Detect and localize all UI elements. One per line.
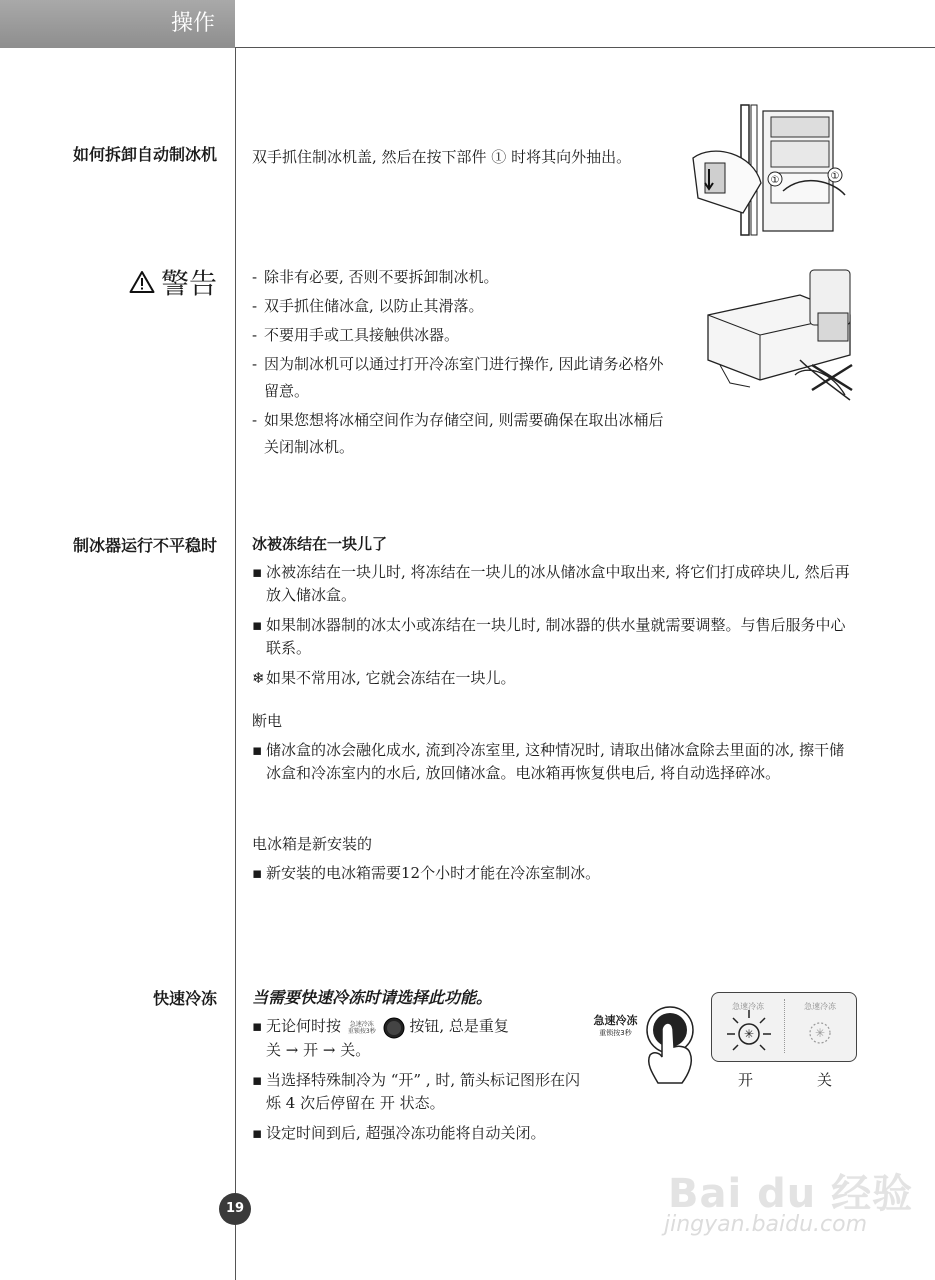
section-header-tab: 操作 <box>0 0 235 48</box>
subheading-ice-clumped: 冰被冻结在一块儿了 <box>252 535 388 553</box>
new-install-list <box>252 862 857 892</box>
watermark-url: jingyan.baidu.com <box>664 1212 868 1237</box>
panel-state-off: 关 <box>817 1071 833 1089</box>
fig-callout-1: ① <box>770 175 780 186</box>
page-number: 19 <box>219 1193 251 1225</box>
snowflake-on-icon <box>724 1007 774 1057</box>
list-item: ▪ 当选择特殊制冷为 “开” , 时, 箭头标记图形在闪烁 4 次后停留在 开 状态。 <box>252 1070 580 1112</box>
list-item: - 除非有必要, 否则不要拆卸制冰机。 <box>252 268 499 286</box>
section-title-remove-icemaker: 如何拆卸自动制冰机 <box>72 145 217 164</box>
power-outage-list <box>252 739 857 792</box>
fig-callout-2: ① <box>830 171 840 182</box>
warning-label: 警告 <box>160 267 217 300</box>
warning-title <box>129 262 217 302</box>
subheading-power-outage: 断电 <box>252 712 283 730</box>
list-item: ▪ 冰被冻结在一块儿时, 将冻结在一块儿的冰从储冰盒中取出来, 将它们打成碎块儿, 然后再放入储冰盒。 <box>252 563 850 604</box>
ice-clumped-list <box>252 561 857 697</box>
watermark-logo: Bai du 经验 <box>668 1171 914 1217</box>
svg-text:✳: ✳ <box>743 1027 755 1041</box>
round-button-icon <box>383 1017 405 1039</box>
warning-list <box>252 264 677 463</box>
quick-freeze-intro: 当需要快速冷冻时请选择此功能。 <box>252 988 493 1007</box>
list-item: ▪ 新安装的电冰箱需要12个小时才能在冷冻室制冰。 <box>252 864 601 882</box>
list-item: - 不要用手或工具接触供冰器。 <box>252 326 460 344</box>
section-title-icemaker-issues: 制冰器运行不平稳时 <box>72 536 217 555</box>
list-item: ▪ 如果制冰器制的冰太小或冻结在一块儿时, 制冰器的供水量就需要调整。与售后服务中心联系。 <box>252 616 846 657</box>
panel-divider <box>784 999 785 1053</box>
section-title-quick-freeze: 快速冷冻 <box>152 989 217 1008</box>
vertical-divider <box>235 48 236 1280</box>
fig-button-caption: 急速冷冻 重锁按3秒 <box>593 1014 638 1037</box>
list-item: ▪ 设定时间到后, 超强冷冻功能将自动关闭。 <box>252 1123 546 1142</box>
remove-icemaker-text: 双手抓住制冰机盖, 然后在按下部件 ① 时将其向外抽出。 <box>252 148 632 166</box>
panel-label-on: 急速冷冻 <box>732 1002 764 1011</box>
quick-freeze-button-inline: 急速冷冻 重锁按3秒 <box>346 1016 405 1039</box>
header-divider <box>235 47 935 48</box>
display-panel-illustration <box>711 992 857 1062</box>
list-item: ❄ 如果不常用冰, 它就会冻结在一块儿。 <box>252 669 516 687</box>
quick-freeze-list <box>252 1015 592 1152</box>
ice-dispenser-warning-illustration <box>700 265 860 415</box>
svg-text:✳: ✳ <box>814 1026 826 1040</box>
list-item: - 因为制冰机可以通过打开冷冻室门进行操作, 因此请务必格外留意。 <box>252 355 664 400</box>
list-item: - 双手抓住储冰盒, 以防止其滑落。 <box>252 297 484 315</box>
list-item: - 如果您想将冰桶空间作为存储空间, 则需要确保在取出冰桶后关闭制冰机。 <box>252 411 664 456</box>
snowflake-off-icon <box>800 1011 840 1051</box>
icemaker-removal-illustration <box>683 103 848 238</box>
panel-state-on: 开 <box>738 1071 754 1089</box>
warning-triangle-icon <box>129 270 155 294</box>
panel-label-off: 急速冷冻 <box>804 1002 836 1011</box>
list-item: ▪ 储冰盒的冰会融化成水, 流到冷冻室里, 这种情况时, 请取出储冰盒除去里面的冰, 擦干储冰盒和冷冻室内的水后, 放回储冰盒。电冰箱再恢复供电后, 将自动选择碎冰。 <box>252 741 845 782</box>
subheading-new-install: 电冰箱是新安装的 <box>252 835 373 853</box>
finger-press-button-illustration <box>640 1003 702 1088</box>
list-item: ▪ 无论何时按 急速冷冻 重锁按3秒 按钮, 总是重复 关 → 开 → 关。 <box>252 1017 509 1059</box>
